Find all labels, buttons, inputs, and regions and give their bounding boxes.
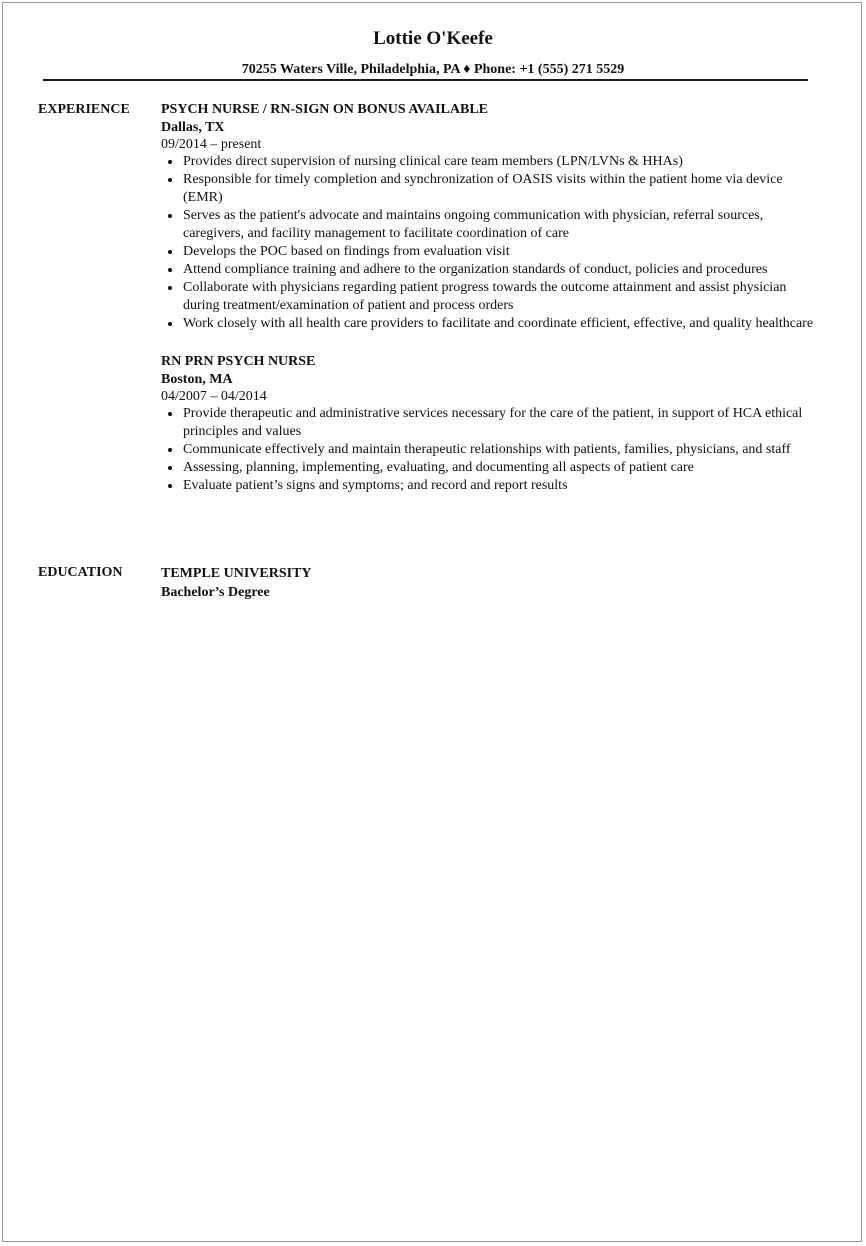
job-entry (161, 101, 821, 333)
job-duties-list (161, 405, 821, 495)
duty-item: Serves as the patient's advocate and maintains ongoing communication with physician, referral sources, caregivers, and facility management to facilitate coordination of care (183, 207, 821, 243)
duty-item: Responsible for timely completion and synchronization of OASIS visits within the patient home via device (EMR) (183, 171, 821, 207)
duty-item: Provides direct supervision of nursing clinical care team members (LPN/LVNs & HHAs) (183, 153, 821, 171)
duty-item: Provide therapeutic and administrative services necessary for the care of the patient, in support of HCA ethical principles and values (183, 405, 821, 441)
duty-item: Work closely with all health care providers to facilitate and coordinate efficient, effective, and quality healthcare (183, 315, 821, 333)
section-heading-experience: EXPERIENCE (38, 102, 130, 117)
education-body (161, 564, 821, 602)
job-dates: 04/2007 – 04/2014 (161, 389, 267, 404)
contact-line: 70255 Waters Ville, Philadelphia, PA ♦ Phone: +1 (555) 271 5529 (241, 62, 625, 77)
header-divider (43, 79, 808, 81)
job-location: Dallas, TX (161, 120, 225, 135)
section-heading-education: EDUCATION (38, 565, 123, 580)
duty-item: Attend compliance training and adhere to the organization standards of conduct, policies and procedures (183, 261, 821, 279)
experience-body (161, 101, 821, 515)
job-duties-list (161, 153, 821, 333)
resume-header (0, 28, 866, 79)
duty-item: Assessing, planning, implementing, evaluating, and documenting all aspects of patient care (183, 459, 821, 477)
job-title: RN PRN PSYCH NURSE (161, 354, 316, 369)
job-entry (161, 353, 821, 495)
duty-item: Develops the POC based on findings from evaluation visit (183, 243, 821, 261)
job-location: Boston, MA (161, 372, 233, 387)
duty-item: Collaborate with physicians regarding patient progress towards the outcome attainment and assist physician during treatment/examination of patient and process orders (183, 279, 821, 315)
duty-item: Communicate effectively and maintain therapeutic relationships with patients, families, physicians, and staff (183, 441, 821, 459)
degree-name: Bachelor’s Degree (161, 585, 270, 600)
candidate-name: Lottie O'Keefe (373, 28, 493, 49)
job-title: PSYCH NURSE / RN-SIGN ON BONUS AVAILABLE (161, 102, 489, 117)
duty-item: Evaluate patient’s signs and symptoms; and record and report results (183, 477, 821, 495)
school-name: TEMPLE UNIVERSITY (161, 566, 312, 581)
job-dates: 09/2014 – present (161, 137, 262, 152)
